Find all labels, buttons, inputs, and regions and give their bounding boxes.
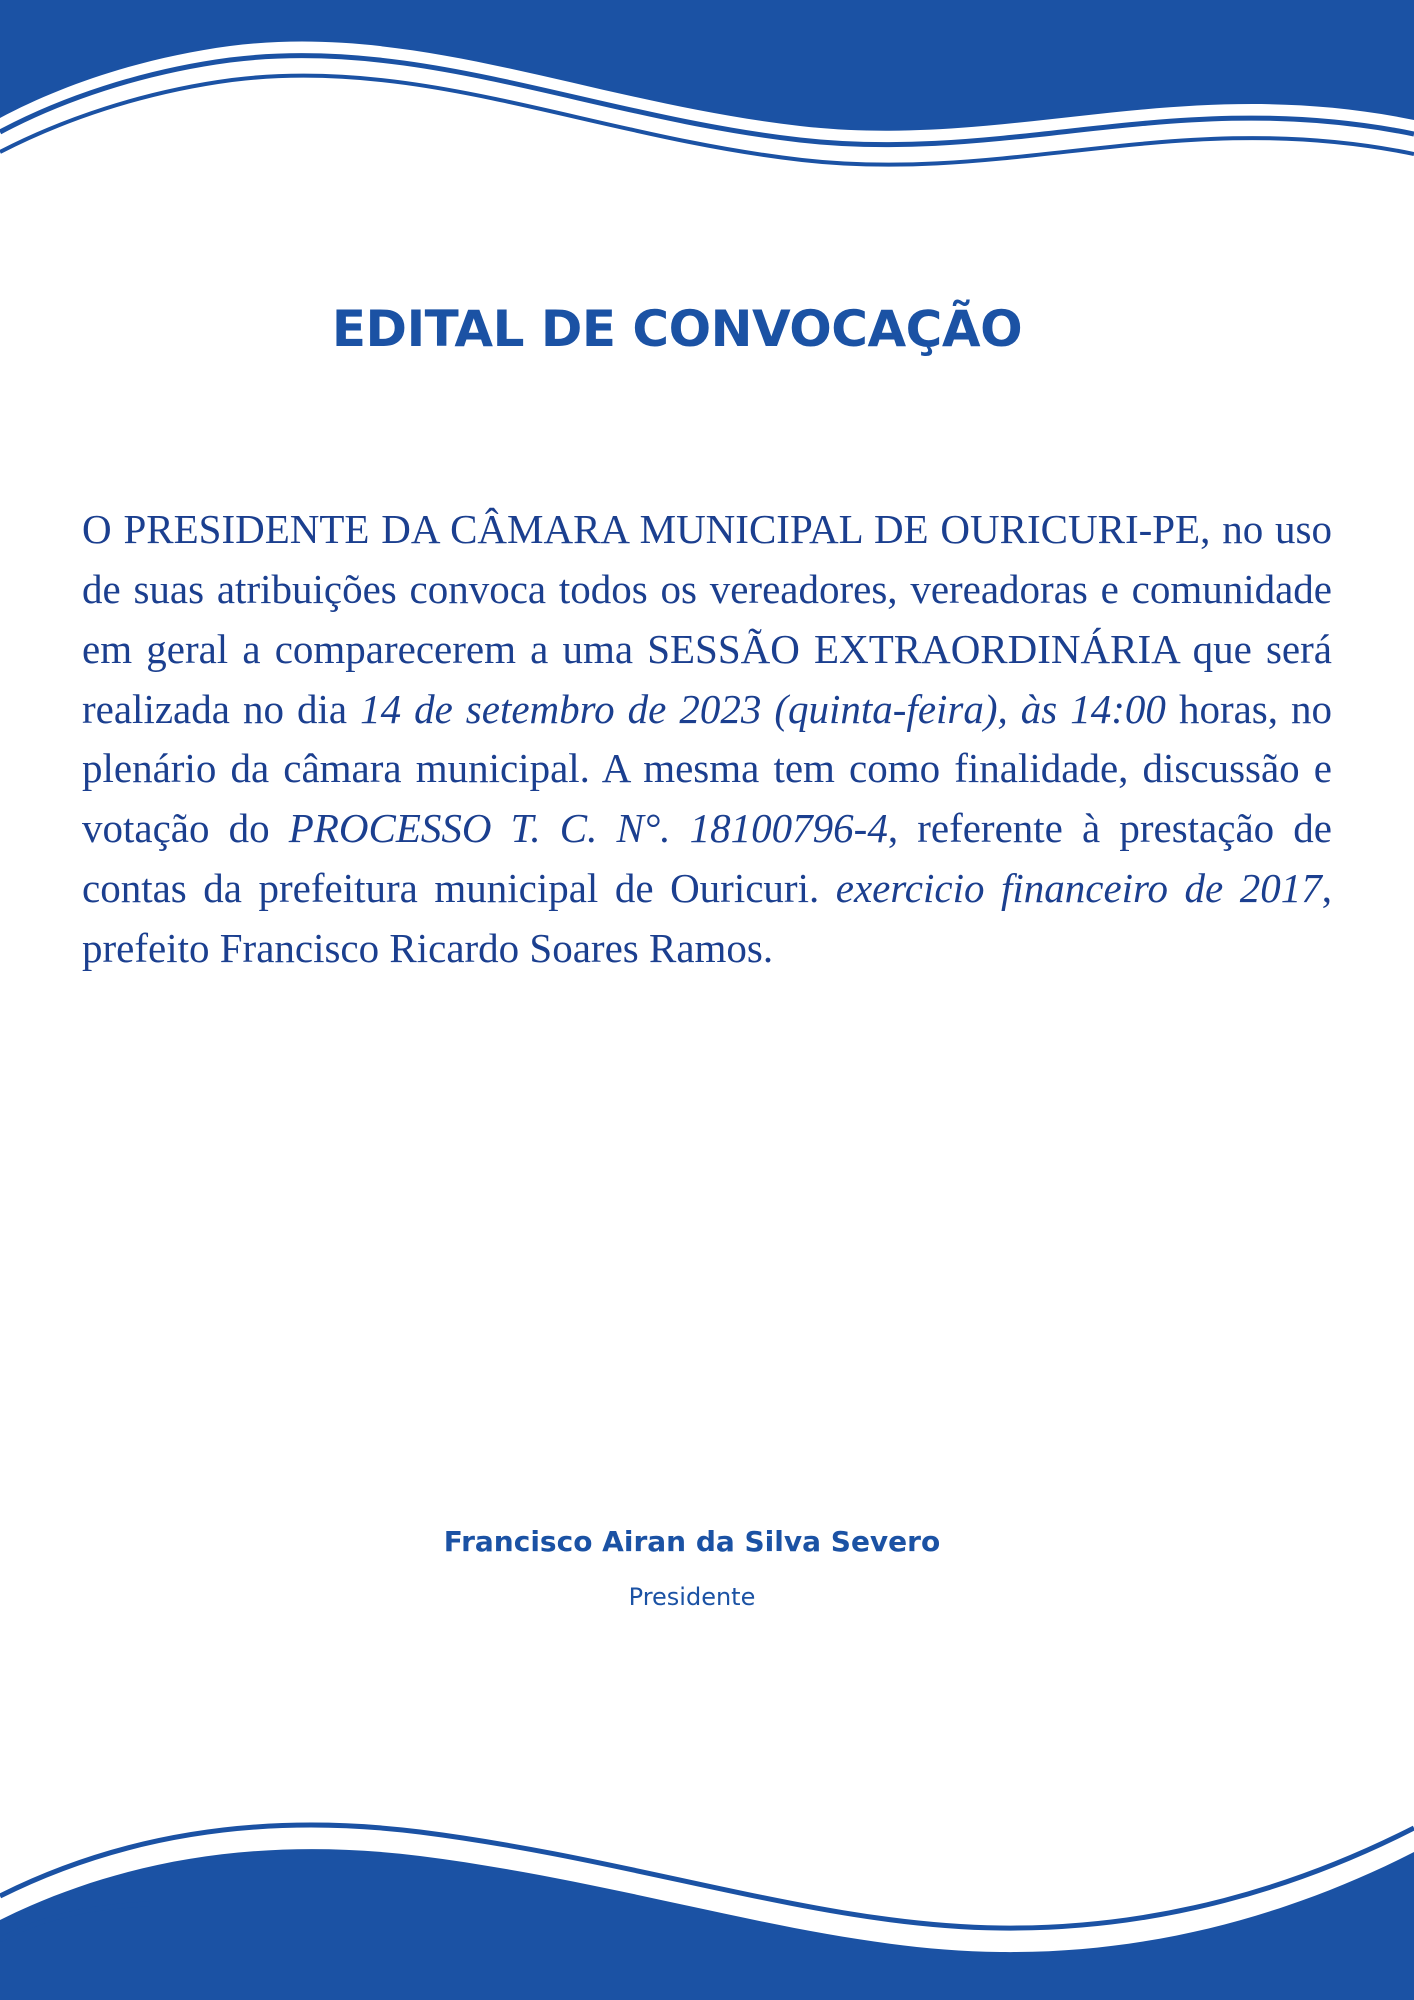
body-segment-4: horas, no plenário da câmara municipal. A mesma tem como finalidade, discussão e votação do: [82, 685, 1333, 852]
body-segment-exercise: exercicio financeiro de 2017: [835, 865, 1322, 912]
body-segment-6: , referente à prestação de contas da prefeitura municipal de Ouricuri.: [82, 805, 1332, 912]
edital-body-text: [82, 500, 1332, 979]
body-segment-date: 14 de setembro de 2023 (quinta-feira), às 14:00: [360, 685, 1166, 732]
top-wave-decoration: [0, 0, 1414, 220]
signature-role: Presidente: [628, 1583, 756, 1611]
body-segment-2: , no uso de suas atribuições convoca todos os vereadores, vereadoras e comunidade em geral a comparecerem a uma SESSÃO EXTRAORDINÁRIA que será realizada no dia: [82, 506, 1332, 732]
body-segment-8: , prefeito Francisco Ricardo Soares Ramos.: [82, 865, 1332, 972]
body-segment-process: PROCESSO T. C. N°. 18100796-4: [288, 805, 888, 852]
bottom-wave-decoration: [0, 1800, 1414, 2000]
body-segment-1: O PRESIDENTE DA CÂMARA MUNICIPAL DE OURICURI-PE: [82, 506, 1201, 552]
signature-name: Francisco Airan da Silva Severo: [443, 1525, 941, 1558]
page-title: EDITAL DE CONVOCAÇÃO: [331, 300, 1023, 358]
